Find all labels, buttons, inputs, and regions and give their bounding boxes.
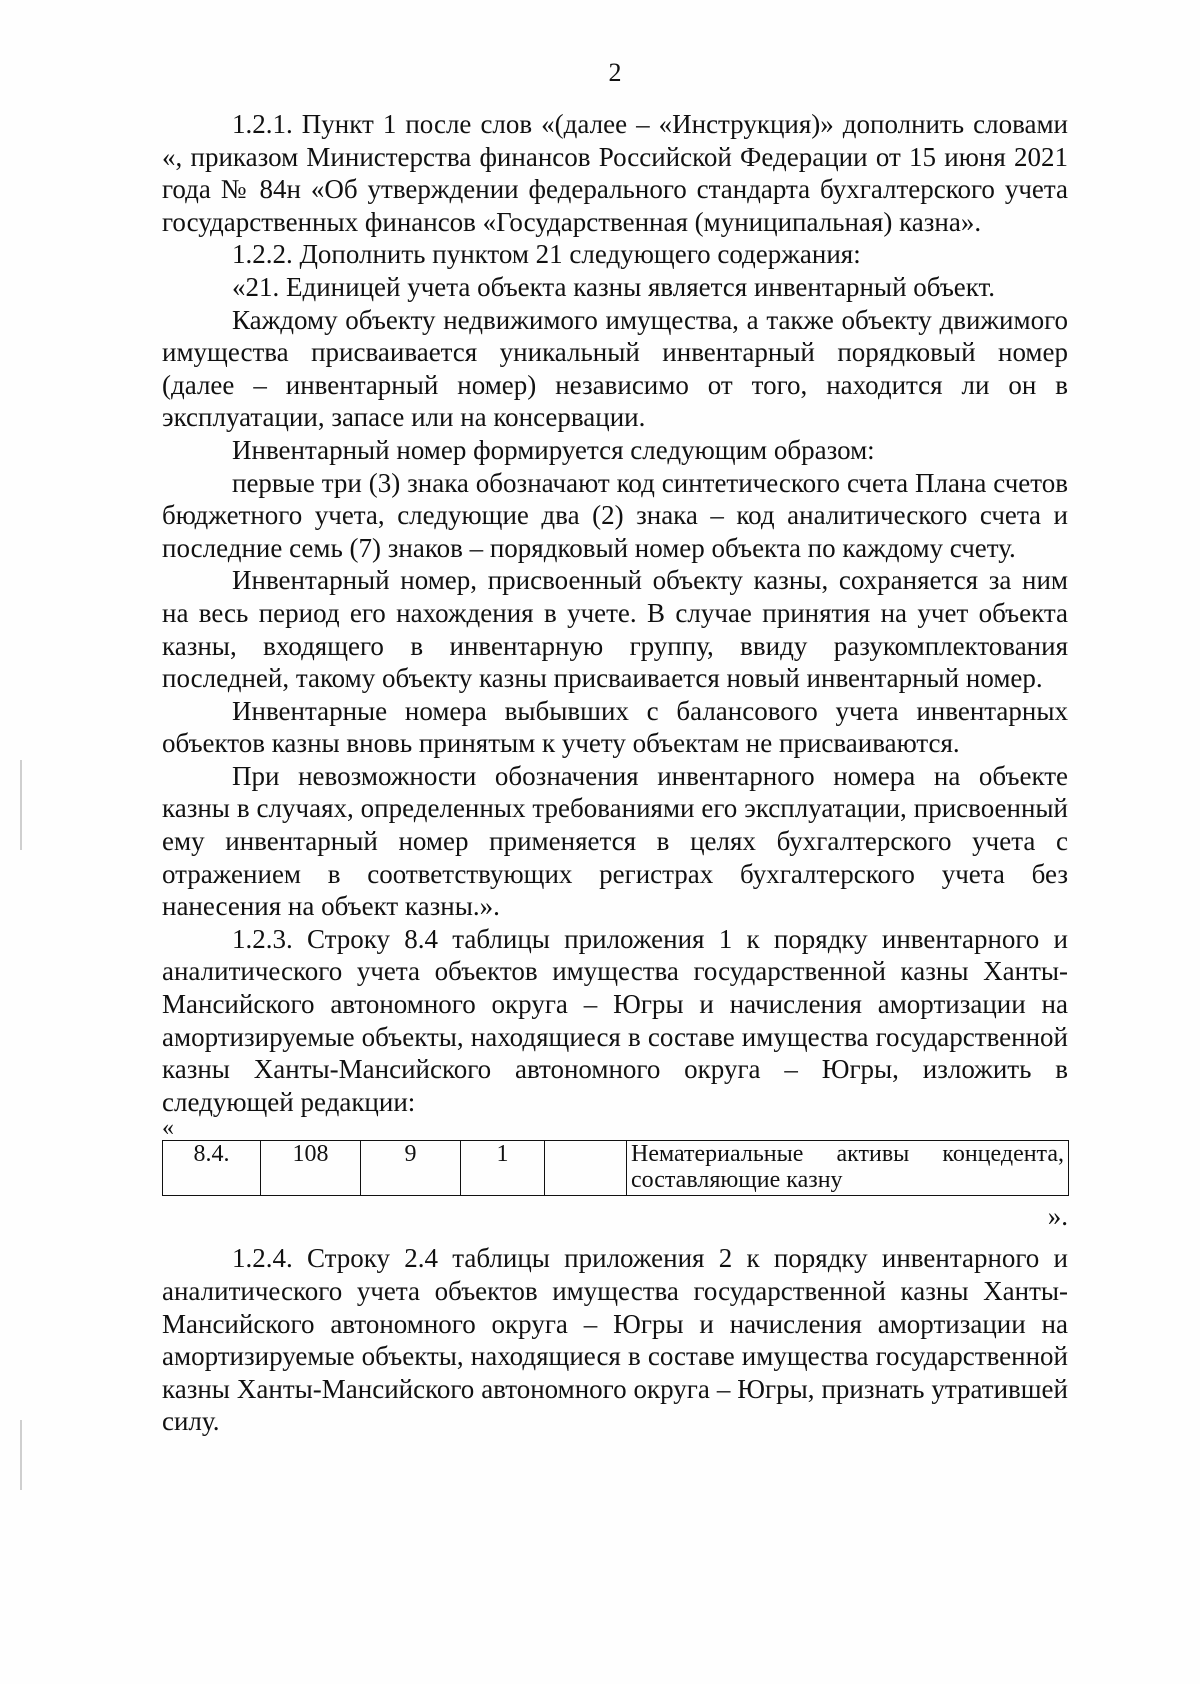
paragraph-inventory-retention: Инвентарный номер, присвоенный объекту казны, сохраняется за ним на весь период его нахождения в учете. В случае принятия на учет объекта казны, входящего в инвентарную группу, ввиду разукомплектования последней, такому объекту казны присваивается новый инвентарный номер. xyxy=(162,565,1068,694)
quote-close-mark: ». xyxy=(1047,1201,1068,1232)
paragraph-1-2-2: 1.2.2. Дополнить пунктом 21 следующего содержания: xyxy=(232,239,861,270)
paragraph-inventory-format: первые три (3) знака обозначают код синтетического счета Плана счетов бюджетного учета, следующие два (2) знака – код аналитического счета и последние семь (7) знаков – порядковый номер объекта по каждому счету. xyxy=(162,467,1068,563)
page-number: 2 xyxy=(608,58,622,87)
table-cell-empty xyxy=(545,1141,627,1196)
paragraph-item-21: «21. Единицей учета объекта казны является инвентарный объект. xyxy=(232,271,996,302)
table-cell-code: 9 xyxy=(361,1141,461,1196)
scan-margin-mark xyxy=(20,760,22,850)
scan-margin-mark xyxy=(20,1420,22,1490)
table-cell-row-number: 8.4. xyxy=(163,1141,261,1196)
paragraph-inventory-disposal: Инвентарные номера выбывших с балансового учета инвентарных объектов казны вновь принятым к учету объектам не присваиваются. xyxy=(162,695,1068,759)
paragraph-1-2-4: 1.2.4. Строку 2.4 таблицы приложения 2 к порядку инвентарного и аналитического учета объектов имущества государственной казны Ханты-Мансийского автономного округа – Югры и начисления амортизации на амортизируемые объекты, находящиеся в составе имущества государственной казны Ханты-Мансийского автономного округа – Югры, признать утратившей силу. xyxy=(162,1243,1068,1437)
paragraph-inventory-marking: При невозможности обозначения инвентарного номера на объекте казны в случаях, определенных требованиями его эксплуатации, присвоенный ему инвентарный номер применяется в целях бухгалтерского учета с отражением в соответствующих регистрах бухгалтерского учета без нанесения на объект казны.». xyxy=(162,760,1068,922)
quote-open-mark: « xyxy=(162,1115,174,1142)
table-cell-subcode: 1 xyxy=(461,1141,545,1196)
table-row-8-4 xyxy=(162,1140,1069,1196)
table-row xyxy=(163,1141,1069,1196)
paragraph-inventory-assignment: Каждому объекту недвижимого имущества, а также объекту движимого имущества присваивается уникальный инвентарный порядковый номер (далее – инвентарный номер) независимо от того, находится ли он в эксплуатации, запасе или на консервации. xyxy=(162,304,1068,433)
paragraph-1-2-3: 1.2.3. Строку 8.4 таблицы приложения 1 к порядку инвентарного и аналитического учета объектов имущества государственной казны Ханты-Мансийского автономного округа – Югры и начисления амортизации на амортизируемые объекты, находящиеся в составе имущества государственной казны Ханты-Мансийского автономного округа – Югры, изложить в следующей редакции: xyxy=(162,923,1068,1117)
table-cell-description: Нематериальные активы концедента, составляющие казну xyxy=(627,1141,1069,1196)
paragraph-1-2-1: 1.2.1. Пункт 1 после слов «(далее – «Инструкция)» дополнить словами «, приказом Министерства финансов Российской Федерации от 15 июня 2021 года № 84н «Об утверждении федерального стандарта бухгалтерского учета государственных финансов «Государственная (муниципальная) казна». xyxy=(162,109,1068,237)
paragraph-inventory-format-intro: Инвентарный номер формируется следующим образом: xyxy=(232,434,875,465)
document-body xyxy=(162,108,1068,1438)
table-cell-synthetic-account: 108 xyxy=(261,1141,361,1196)
